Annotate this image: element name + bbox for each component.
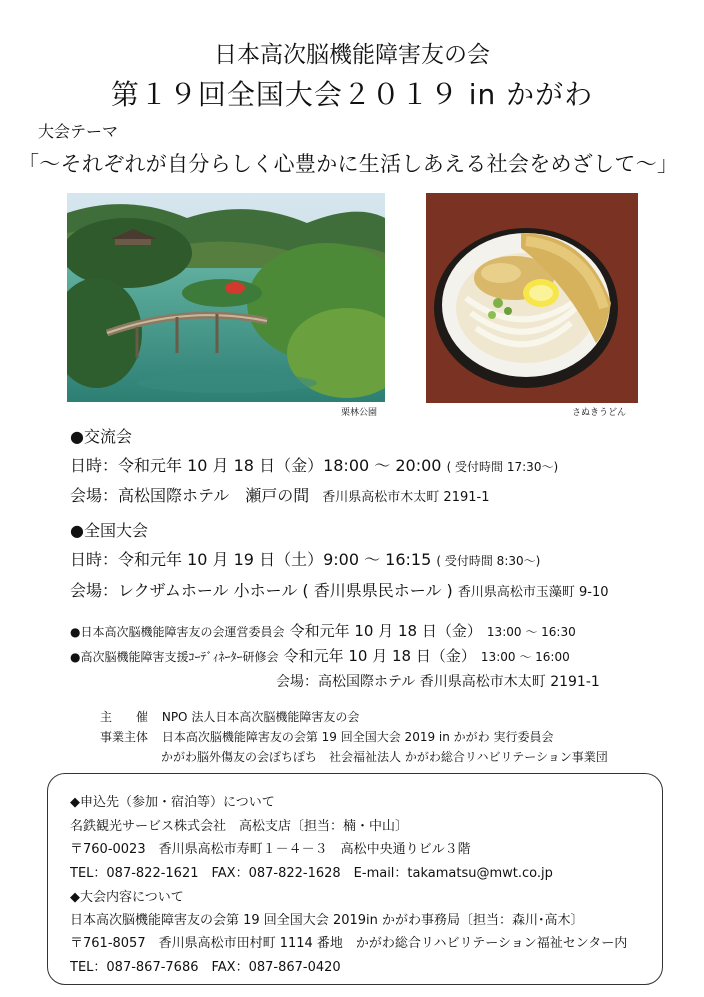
convention-datetime-text: 日時：令和元年 10 月 19 日（土）9:00 ～ 16:15 [70,550,432,569]
meeting-name: ●高次脳機能障害支援ｺｰﾃﾞｨﾈｰﾀｰ研修会 [70,650,279,664]
exchange-datetime [70,453,558,476]
sponsor-label: 事業主体 [100,730,149,744]
host-name: NPO 法人日本高次脳機能障害友の会 [161,710,360,724]
exchange-heading: ●交流会 [70,427,132,446]
exchange-venue-text: 会場：高松国際ホテル 瀬戸の間 [70,486,310,505]
theme-label: 大会テーマ [38,122,119,141]
info-heading: ◆大会内容について [70,890,184,905]
meeting-row [70,620,576,641]
apply-company: 名鉄観光サービス株式会社 高松支店〔担当：楠・中山〕 [70,819,409,834]
photo-caption-udon: さぬきうどん [572,408,627,418]
convention-venue-text: 会場：レクザムホール 小ホール ( 香川県県民ホール ) [70,581,453,600]
host-label: 主 催 [100,710,149,724]
convention-venue [70,578,608,601]
info-address: 〒761-8057 香川県高松市田村町 1114 番地 かがわ総合リハビリテーション福祉センター内 [70,936,628,951]
meeting-row [70,645,570,666]
host-row [100,708,359,725]
sponsor-row [100,728,553,745]
meeting-date: 令和元年 10 月 18 日（金） [289,622,482,640]
meeting-time: 13:00 ～ 16:30 [486,625,576,639]
convention-heading: ●全国大会 [70,521,148,540]
ritsurin-garden-photo [67,193,385,402]
meeting-time: 13:00 ～ 16:00 [480,650,570,664]
exchange-address: 香川県高松市木太町 2191-1 [322,490,490,505]
sanuki-udon-photo [426,193,638,403]
meetings-venue: 会場：高松国際ホテル 香川県高松市木太町 2191-1 [276,674,600,690]
event-title: 第１９回全国大会２０１９ in かがわ [110,78,594,111]
info-phone: TEL：087-867-7686 FAX：087-867-0420 [70,960,341,975]
info-office: 日本高次脳機能障害友の会第 19 回全国大会 2019in かがわ事務局〔担当：森川･高木〕 [70,913,584,928]
convention-address: 香川県高松市玉藻町 9-10 [457,585,609,600]
convention-datetime [70,547,540,570]
apply-address: 〒760-0023 香川県高松市寿町１－４－３ 高松中央通りビル３階 [70,842,471,857]
theme-text: 「～それぞれが自分らしく心豊かに生活しあえる社会をめざして～」 [18,152,679,176]
sponsor-line2: かがわ脳外傷友の会ぽちぽち 社会福祉法人 かがわ総合リハビリテーション事業団 [161,750,608,764]
apply-phone: TEL：087-822-1621 FAX：087-822-1628 E-mail：takamatsu@mwt.co.jp [70,866,553,881]
exchange-datetime-text: 日時：令和元年 10 月 18 日（金）18:00 ～ 20:00 [70,456,442,475]
exchange-venue [70,483,489,506]
meeting-name: ●日本高次脳機能障害友の会運営委員会 [70,625,285,639]
meeting-date: 令和元年 10 月 18 日（金） [283,647,476,665]
convention-reception-time: ( 受付時間 8:30～) [436,554,541,568]
org-title: 日本高次脳機能障害友の会 [214,42,490,68]
photo-caption-ritsurin: 栗林公園 [341,408,378,418]
sponsor-line1: 日本高次脳機能障害友の会第 19 回全国大会 2019 in かがわ 実行委員会 [161,730,554,744]
apply-heading: ◆申込先（参加・宿泊等）について [70,795,275,810]
exchange-reception-time: ( 受付時間 17:30～) [446,460,559,474]
